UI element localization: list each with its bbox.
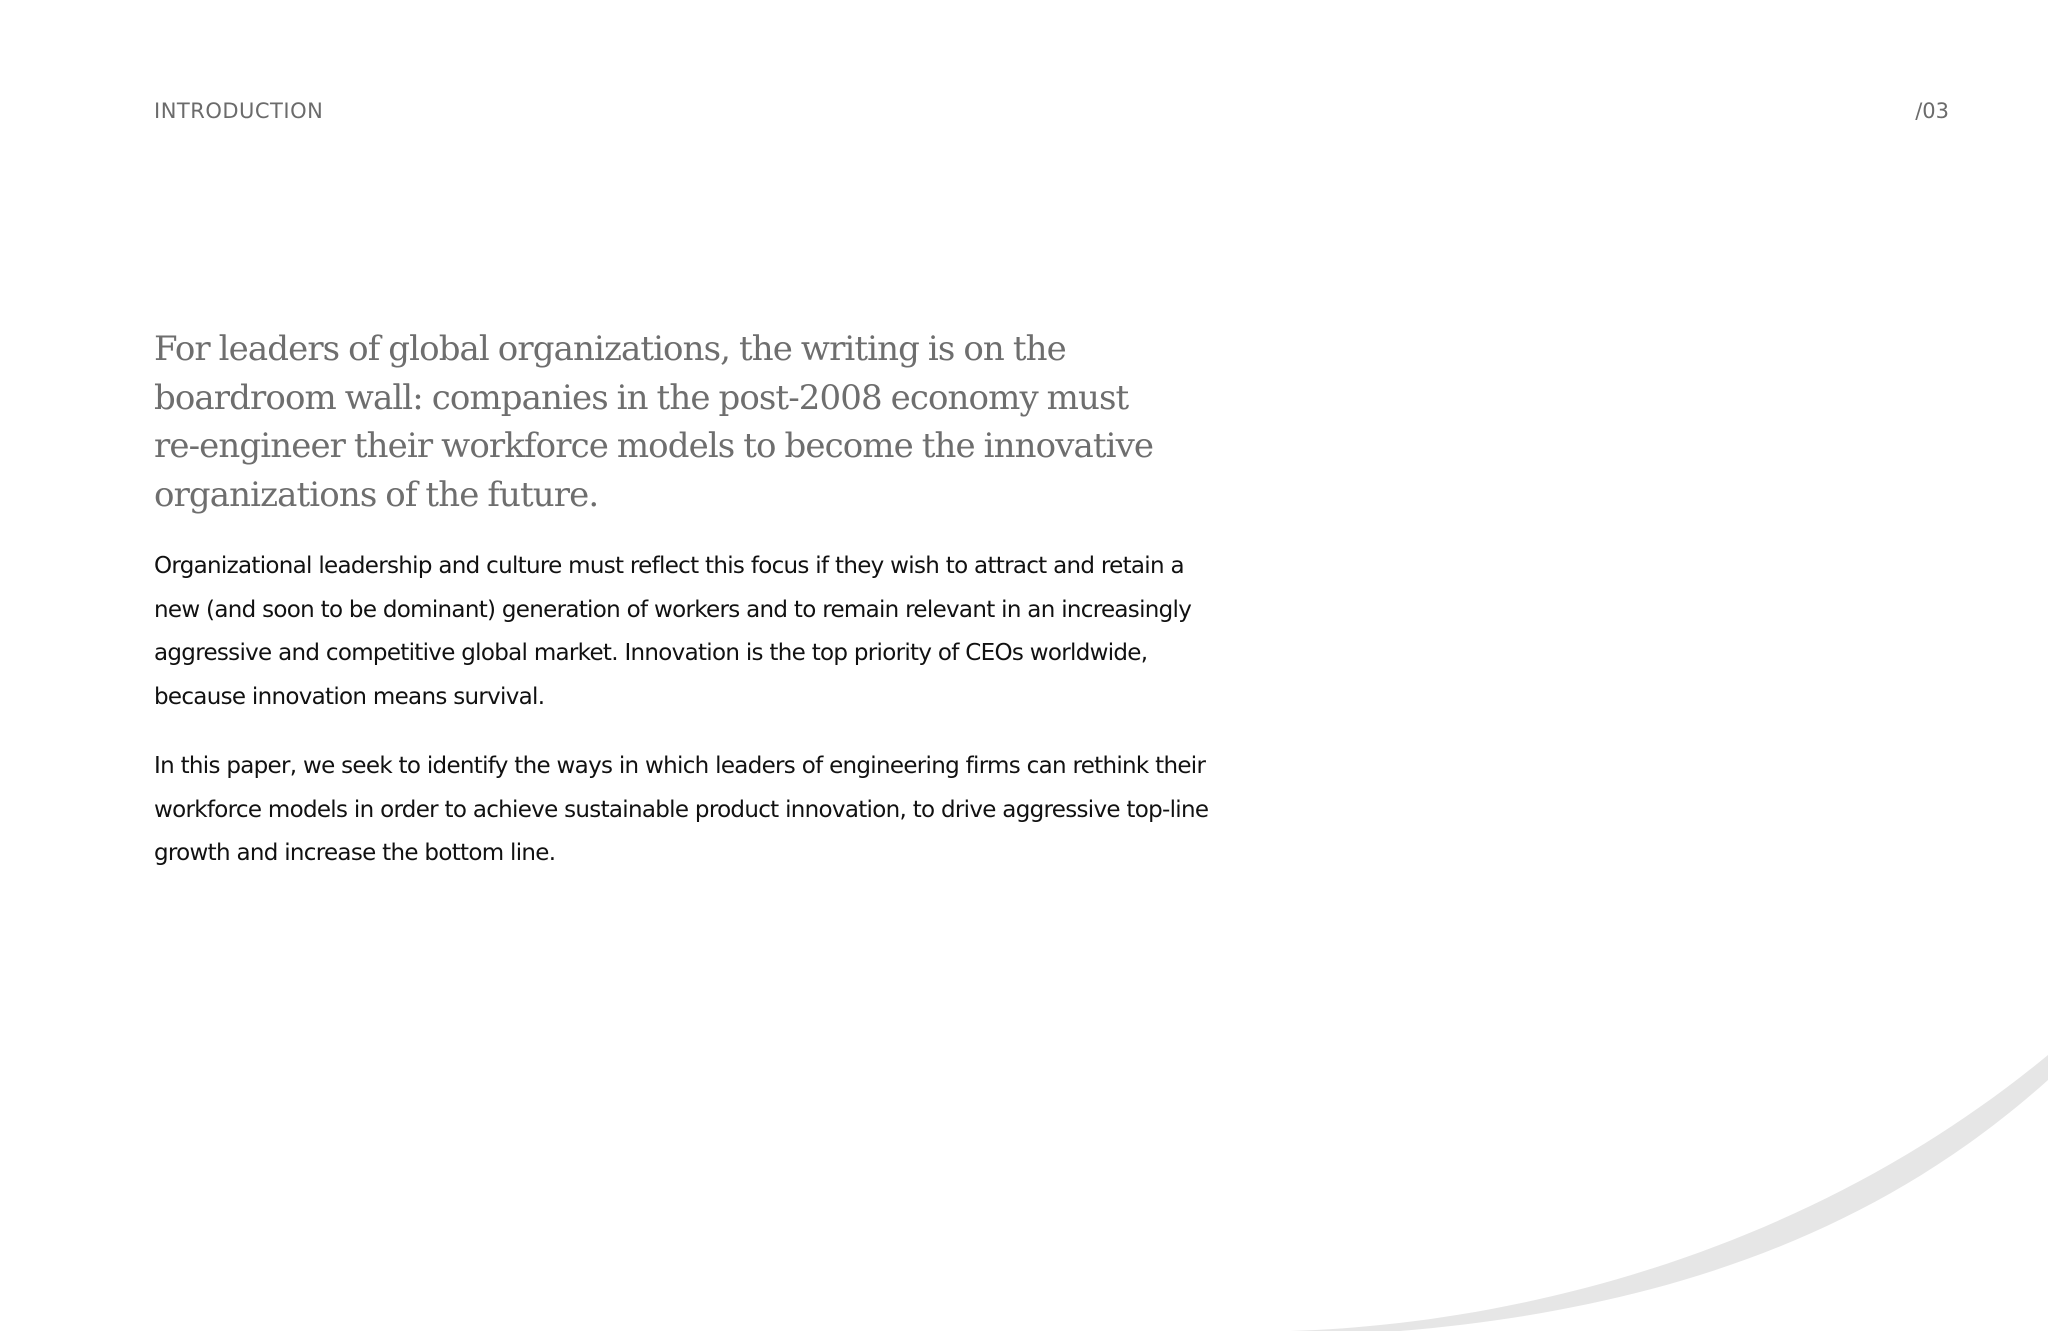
section-label: INTRODUCTION bbox=[154, 99, 324, 123]
lead-line: For leaders of global organizations, the writing is on the bbox=[154, 329, 1066, 369]
lead-line: organizations of the future. bbox=[154, 474, 599, 515]
body-line: new (and soon to be dominant) generation of workers and to remain relevant in an increasingly bbox=[154, 596, 1192, 623]
body-paragraph-2 bbox=[154, 745, 1209, 876]
body-line: growth and increase the bottom line. bbox=[154, 840, 556, 866]
lead-paragraph bbox=[154, 325, 1154, 519]
lead-line: boardroom wall: companies in the post-2008 economy must bbox=[154, 377, 1129, 418]
body-paragraph-1 bbox=[154, 545, 1204, 719]
lead-line: re-engineer their workforce models to become the innovative bbox=[154, 426, 1154, 466]
body-line: workforce models in order to achieve sustainable product innovation, to drive aggressive top-line bbox=[154, 796, 1209, 823]
body-line: Organizational leadership and culture must reflect this focus if they wish to attract and retain a bbox=[154, 553, 1184, 579]
swoosh-shape bbox=[1290, 1055, 2048, 1331]
body-line: because innovation means survival. bbox=[154, 683, 545, 710]
body-line: aggressive and competitive global market. Innovation is the top priority of CEOs worldwide, bbox=[154, 640, 1148, 666]
page-number: /03 bbox=[1915, 99, 1949, 123]
body-line: In this paper, we seek to identify the ways in which leaders of engineering firms can rethink their bbox=[154, 753, 1206, 779]
